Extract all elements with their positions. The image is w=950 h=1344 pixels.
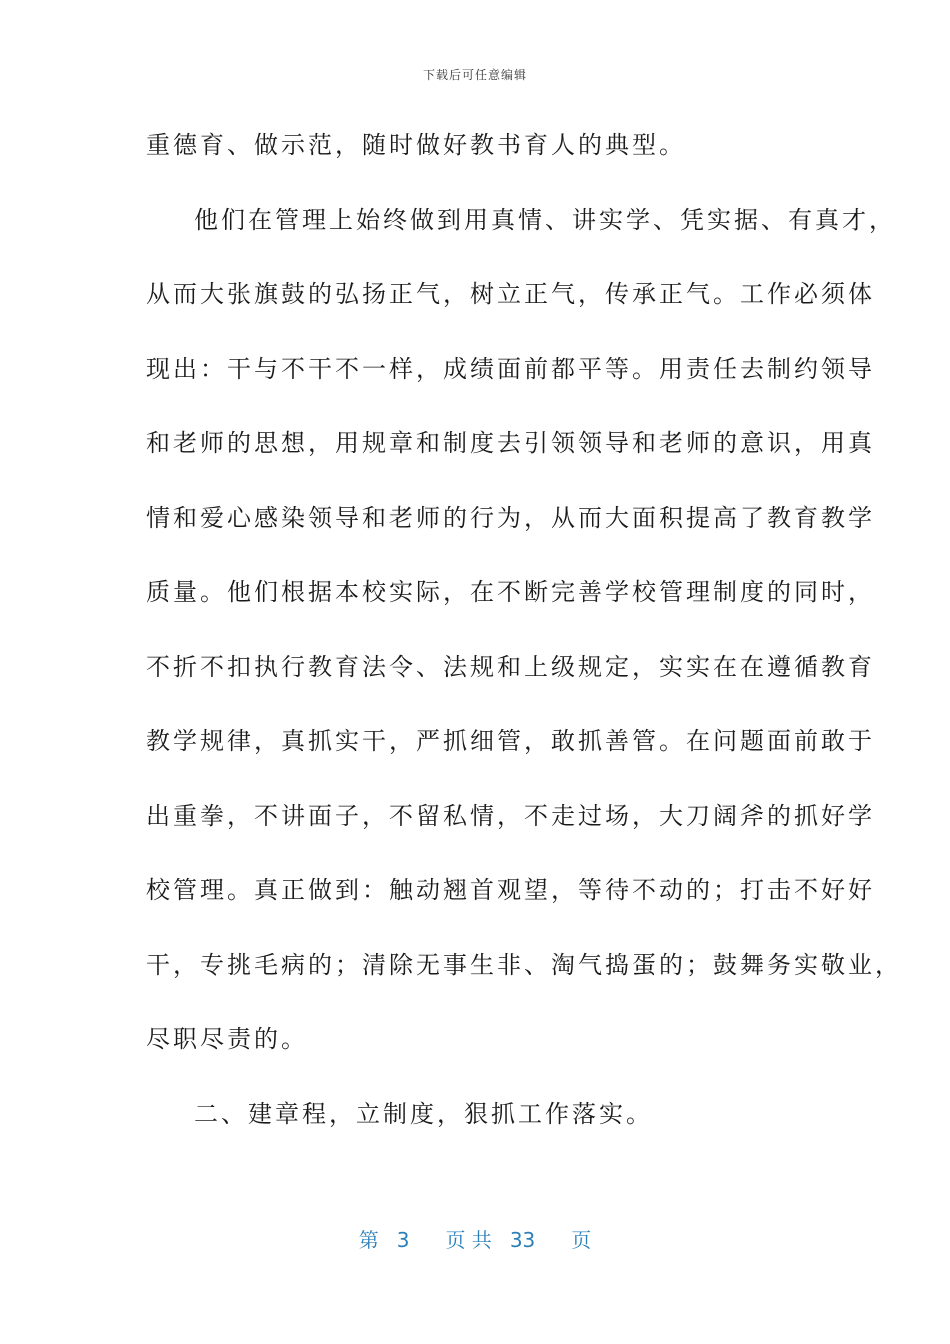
paragraph-line: 校管理。真正做到：触动翘首观望，等待不动的；打击不好好 <box>146 876 875 904</box>
paragraph-line: 现出：干与不干不一样，成绩面前都平等。用责任去制约领导 <box>146 354 875 383</box>
paragraph-line: 尽职尽责的。 <box>146 1025 308 1053</box>
paragraph-line: 和老师的思想，用规章和制度去引领领导和老师的意识，用真 <box>146 429 875 457</box>
body-text <box>146 120 902 1163</box>
paragraph-line: 从而大张旗鼓的弘扬正气，树立正气，传承正气。工作必须体 <box>146 280 875 308</box>
paragraph-line: 教学规律，真抓实干，严抓细管，敢抓善管。在问题面前敢于 <box>146 727 875 755</box>
paragraph-line: 质量。他们根据本校实际，在不断完善学校管理制度的同时， <box>146 578 875 606</box>
footer-total-pages: 33 <box>509 1228 536 1252</box>
paragraph-line: 不折不扣执行教育法令、法规和上级规定，实实在在遵循教育 <box>146 652 875 681</box>
page-footer <box>0 1224 950 1253</box>
footer-prefix: 第 <box>358 1228 379 1252</box>
paragraph-line: 出重拳，不讲面子，不留私情，不走过场，大刀阔斧的抓好学 <box>146 801 875 830</box>
paragraph-line: 干，专挑毛病的；清除无事生非、淘气捣蛋的；鼓舞务实敬业， <box>146 950 902 979</box>
paragraph-line: 情和爱心感染领导和老师的行为，从而大面积提高了教育教学 <box>146 503 875 532</box>
paragraph-line: 他们在管理上始终做到用真情、讲实学、凭实据、有真才， <box>194 205 896 234</box>
footer-current-page: 3 <box>396 1228 410 1252</box>
paragraph-line: 重德育、做示范，随时做好教书育人的典型。 <box>146 131 686 159</box>
footer-middle: 页 共 <box>445 1228 492 1252</box>
footer-suffix: 页 <box>571 1228 592 1252</box>
section-heading: 二、建章程，立制度，狠抓工作落实。 <box>194 1099 653 1128</box>
header-note: 下载后可任意编辑 <box>422 68 527 82</box>
